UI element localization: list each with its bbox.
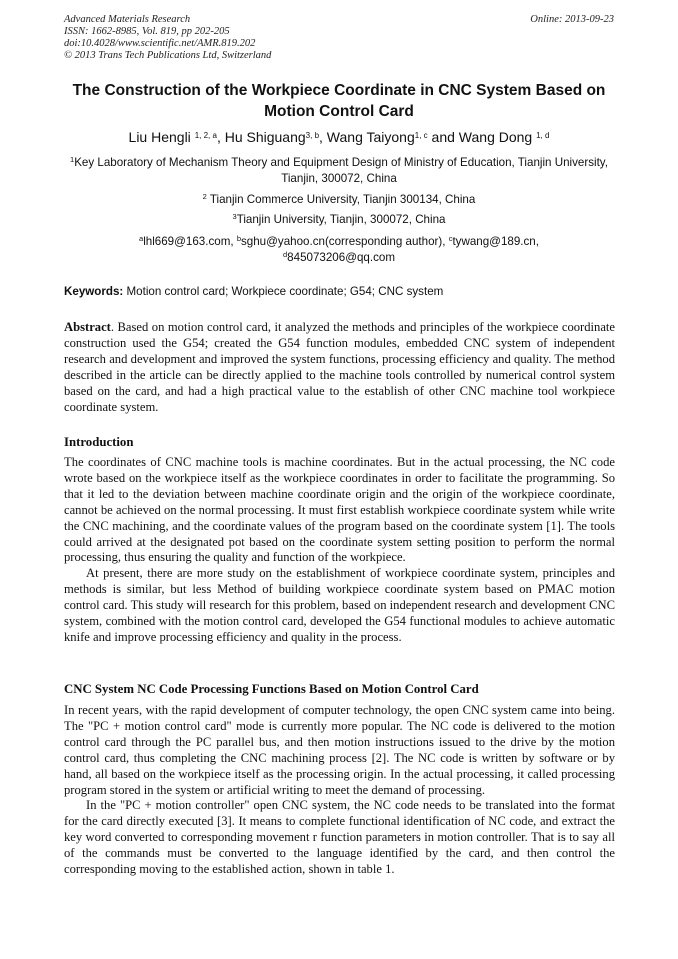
issn-line: ISSN: 1662-8985, Vol. 819, pp 202-205 [64, 26, 230, 37]
author-affiliation-marker: 1, c [414, 131, 428, 140]
introduction-body [64, 455, 615, 646]
paper-title: The Construction of the Workpiece Coordinate in CNC System Based on Motion Control Card [72, 82, 606, 120]
affiliation-text: Tianjin University, Tianjin, 300072, China [236, 213, 446, 226]
author-line [40, 127, 638, 147]
affiliation-1 [60, 155, 618, 187]
affiliation-2 [60, 192, 618, 208]
affiliation-marker: 1 [70, 155, 75, 164]
online-date: Online: 2013-09-23 [530, 14, 614, 25]
keywords-text: Motion control card; Workpiece coordinate; G54; CNC system [123, 285, 444, 298]
paragraph: At present, there are more study on the establishment of workpiece coordinate system, principles and methods is similar, but less Method of building workpiece coordinate system based on PMAC motion control card. This study will research for this problem, based on independent research and development CNC system, combined with the motion control card, developed the G54 functional modules to achieve automatic knife and improve processing efficiency and quality in the process. [64, 566, 615, 644]
author-name: Liu Hengli [128, 129, 195, 145]
abstract-text: . Based on motion control card, it analyzed the methods and principles of the workpiece coordinate construction used the G54; created the G54 function modules, embedded CNC system of independent research and development and improved the system functions, processing efficiency and quality. The method described in the article can be directly applied to the machine tools controlled by numerical control system based on the card, and had a high practical value to the establish of other CNC machine tool workpiece coordinate system. [64, 320, 615, 414]
journal-header [64, 14, 614, 62]
author-name: Wang Taiyong [326, 129, 415, 145]
email-marker: d [283, 250, 288, 259]
author-separator: , [216, 129, 225, 145]
email-address: lhl669@163.com, [143, 235, 237, 248]
affiliation-text: Key Laboratory of Mechanism Theory and Equipment Design of Ministry of Education, Tianjin University, Tianjin, 300072, China [74, 156, 608, 185]
author-name: Hu Shiguang [224, 129, 306, 145]
section-heading-introduction: Introduction [64, 435, 134, 449]
email-marker: c [448, 234, 453, 243]
author-separator: , [319, 129, 327, 145]
affiliation-marker: 3 [232, 212, 237, 221]
affiliation-marker: 2 [202, 192, 207, 201]
paragraph: The coordinates of CNC machine tools is machine coordinates. But in the actual processing, the NC code wrote based on the workpiece itself as the workpiece coordinates in order to facilitate the programming. So that it led to the deviation between machine coordinate origin and the origin of the workpiece coordinate, cannot be achieved on the normal processing. It must first establish workpiece coordinate system while write the CNC machining, and the coordinate values of the program based on the coordinate system [1]. The tools could arrived at the designated pot based on the coordinate system setting position to perform the normal processing, thus ensuring the quality and function of the workpiece. [64, 455, 615, 565]
email-address: tywang@189.cn, [452, 235, 539, 248]
doi-line: doi:10.4028/www.scientific.net/AMR.819.202 [64, 38, 256, 49]
section-nc-code-body [64, 703, 615, 878]
email-marker: a [139, 234, 144, 243]
email-address: sghu@yahoo.cn(corresponding author), [240, 235, 449, 248]
abstract-label: Abstract [64, 320, 111, 334]
affiliation-text: Tianjin Commerce University, Tianjin 300134, China [206, 193, 476, 206]
section-heading-nc-code: CNC System NC Code Processing Functions Based on Motion Control Card [64, 682, 479, 696]
author-conjunction: and [427, 129, 459, 145]
email-marker: b [236, 234, 241, 243]
journal-name: Advanced Materials Research [64, 14, 191, 25]
email-list [60, 234, 618, 266]
email-address: 845073206@qq.com [287, 251, 395, 264]
author-name: Wang Dong [458, 129, 537, 145]
author-affiliation-marker: 3, b [305, 131, 320, 140]
paragraph: In recent years, with the rapid development of computer technology, the open CNC system came into being. The "PC + motion control card" mode is currently more popular. The NC code is delivered to the motion control card through the PC parallel bus, and then motion instructions issued to the drive by the motion control card, thus completing the CNC machining process [2]. The NC code is written by software or by hand, all based on the workpiece itself as the processing origin. In the actual processing, it called processing program stored in the system or artificial writing to meet the demand of processing. [64, 703, 615, 797]
author-affiliation-marker: 1, d [536, 131, 550, 140]
affiliation-3 [60, 212, 618, 228]
keywords-label: Keywords: [64, 285, 124, 298]
abstract [64, 320, 615, 415]
copyright-line: © 2013 Trans Tech Publications Ltd, Switzerland [64, 50, 272, 61]
author-affiliation-marker: 1, 2, a [194, 131, 217, 140]
keywords [64, 284, 619, 300]
paragraph: In the "PC + motion controller" open CNC system, the NC code needs to be translated into the format for the card directly executed [3]. It means to complete functional identification of NC code, and extract the key word converted to corresponding movement r function parameters in motion controller. That is to say all of the commands must be converted to the language identified by the card, and then control the corresponding moving to the established action, shown in table 1. [64, 798, 615, 877]
